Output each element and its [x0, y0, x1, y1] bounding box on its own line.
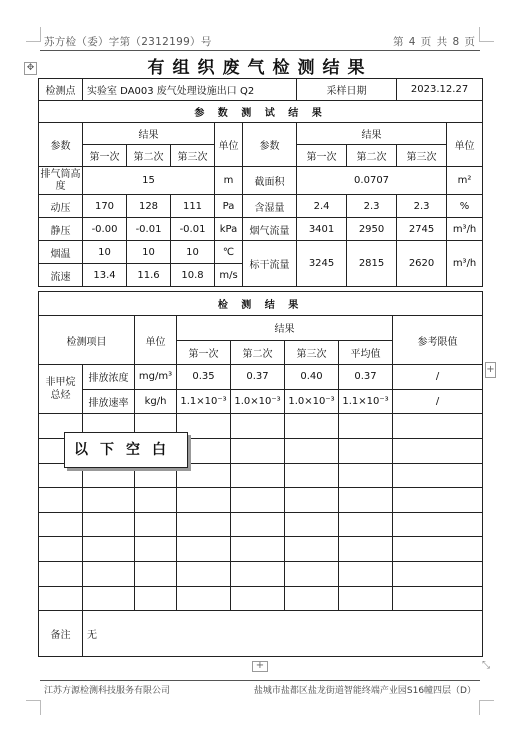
- value-cell: 13.4: [83, 264, 127, 287]
- value-cell: 1.1×10⁻³: [177, 389, 231, 414]
- col-param-2: 参数: [243, 123, 297, 167]
- value-cell: 1.1×10⁻³: [339, 389, 393, 414]
- empty-row: [39, 561, 483, 586]
- stack-height-unit: m: [215, 167, 243, 195]
- document-number: 苏方检（委）字第（2312199）号: [44, 36, 212, 48]
- col-unit-2: 单位: [447, 123, 483, 167]
- remarks-label: 备注: [39, 611, 83, 657]
- footer-divider: [40, 680, 480, 681]
- crop-mark: [479, 700, 494, 715]
- col-unit: 单位: [215, 123, 243, 167]
- row-label: 流速: [39, 264, 83, 287]
- stack-height-value: 15: [83, 167, 215, 195]
- col-result: 结果: [177, 316, 393, 341]
- value-cell: 10.8: [171, 264, 215, 287]
- crop-mark: [26, 27, 41, 42]
- footer-address: 盐城市盐都区盐龙街道智能终端产业园S16幢四层（D）: [253, 686, 476, 696]
- unit-cell: ℃: [215, 241, 243, 264]
- add-column-icon[interactable]: +: [485, 362, 496, 378]
- value-cell: 2.3: [397, 195, 447, 218]
- run-2-b: 第二次: [347, 145, 397, 167]
- col-item: 检测项目: [39, 316, 135, 365]
- value-cell: 10: [127, 241, 171, 264]
- cross-section-value: 0.0707: [297, 167, 447, 195]
- value-cell: 0.37: [339, 365, 393, 390]
- empty-row: [39, 537, 483, 562]
- value-cell: 128: [127, 195, 171, 218]
- cross-section-label: 截面积: [243, 167, 297, 195]
- limit-cell: /: [393, 389, 483, 414]
- unit-cell: mg/m³: [135, 365, 177, 390]
- value-cell: -0.01: [127, 218, 171, 241]
- row-label: 静压: [39, 218, 83, 241]
- run-1-b: 第一次: [297, 145, 347, 167]
- col-unit: 单位: [135, 316, 177, 365]
- run-1: 第一次: [83, 145, 127, 167]
- value-cell: 1.0×10⁻³: [231, 389, 285, 414]
- sampling-date-value: 2023.12.27: [397, 79, 483, 101]
- std-flow-label: 标干流量: [243, 241, 297, 287]
- value-cell: 170: [83, 195, 127, 218]
- row-label: 含湿量: [243, 195, 297, 218]
- point-value: 实验室 DA003 废气处理设施出口 Q2: [83, 79, 297, 101]
- row-label: 动压: [39, 195, 83, 218]
- value-cell: 2745: [397, 218, 447, 241]
- run-3: 第三次: [171, 145, 215, 167]
- value-cell: -0.01: [171, 218, 215, 241]
- blank-below-note: 以下空白: [64, 432, 188, 468]
- params-section-title: 参 数 测 试 结 果: [39, 101, 483, 123]
- row-label: 烟温: [39, 241, 83, 264]
- add-row-icon[interactable]: +: [252, 661, 268, 672]
- col-result-2: 结果: [297, 123, 447, 145]
- col-limit: 参考限值: [393, 316, 483, 365]
- value-cell: 2815: [347, 241, 397, 287]
- run-average: 平均值: [339, 340, 393, 365]
- col-param: 参数: [39, 123, 83, 167]
- unit-cell: kPa: [215, 218, 243, 241]
- value-cell: 10: [171, 241, 215, 264]
- unit-cell: m/s: [215, 264, 243, 287]
- table-move-handle-icon[interactable]: ✥: [24, 62, 37, 75]
- empty-row: [39, 488, 483, 513]
- empty-row: [39, 512, 483, 537]
- value-cell: 111: [171, 195, 215, 218]
- pollutant-name: 非甲烷总烃: [39, 365, 83, 414]
- point-label: 检测点: [39, 79, 83, 101]
- limit-cell: /: [393, 365, 483, 390]
- sampling-date-label: 采样日期: [297, 79, 397, 101]
- value-cell: 10: [83, 241, 127, 264]
- parameter-table: [38, 78, 483, 287]
- run-3: 第三次: [285, 340, 339, 365]
- unit-cell: m³/h: [447, 241, 483, 287]
- value-cell: 2.4: [297, 195, 347, 218]
- crop-mark: [26, 700, 41, 715]
- row-label: 排放速率: [83, 389, 135, 414]
- table-resize-icon[interactable]: ⤡: [482, 660, 490, 671]
- cross-section-unit: m²: [447, 167, 483, 195]
- value-cell: -0.00: [83, 218, 127, 241]
- run-1: 第一次: [177, 340, 231, 365]
- footer-company: 江苏方源检测科技服务有限公司: [44, 686, 171, 696]
- unit-cell: %: [447, 195, 483, 218]
- remarks-value: 无: [83, 611, 483, 657]
- results-section-title: 检 测 结 果: [39, 292, 483, 316]
- unit-cell: kg/h: [135, 389, 177, 414]
- run-2: 第二次: [127, 145, 171, 167]
- results-table: [38, 291, 483, 657]
- unit-cell: Pa: [215, 195, 243, 218]
- empty-row: [39, 586, 483, 611]
- value-cell: 2.3: [347, 195, 397, 218]
- value-cell: 2950: [347, 218, 397, 241]
- value-cell: 0.37: [231, 365, 285, 390]
- stack-height-label: 排气筒高度: [39, 167, 83, 195]
- page-title: 有组织废气检测结果: [147, 58, 373, 78]
- value-cell: 3401: [297, 218, 347, 241]
- value-cell: 2620: [397, 241, 447, 287]
- row-label: 烟气流量: [243, 218, 297, 241]
- page-info: 第 4 页 共 8 页: [392, 36, 476, 48]
- header-divider: [40, 50, 480, 51]
- value-cell: 11.6: [127, 264, 171, 287]
- value-cell: 0.40: [285, 365, 339, 390]
- row-label: 排放浓度: [83, 365, 135, 390]
- run-3-b: 第三次: [397, 145, 447, 167]
- value-cell: 3245: [297, 241, 347, 287]
- crop-mark: [479, 27, 494, 42]
- value-cell: 0.35: [177, 365, 231, 390]
- value-cell: 1.0×10⁻³: [285, 389, 339, 414]
- unit-cell: m³/h: [447, 218, 483, 241]
- col-result: 结果: [83, 123, 215, 145]
- run-2: 第二次: [231, 340, 285, 365]
